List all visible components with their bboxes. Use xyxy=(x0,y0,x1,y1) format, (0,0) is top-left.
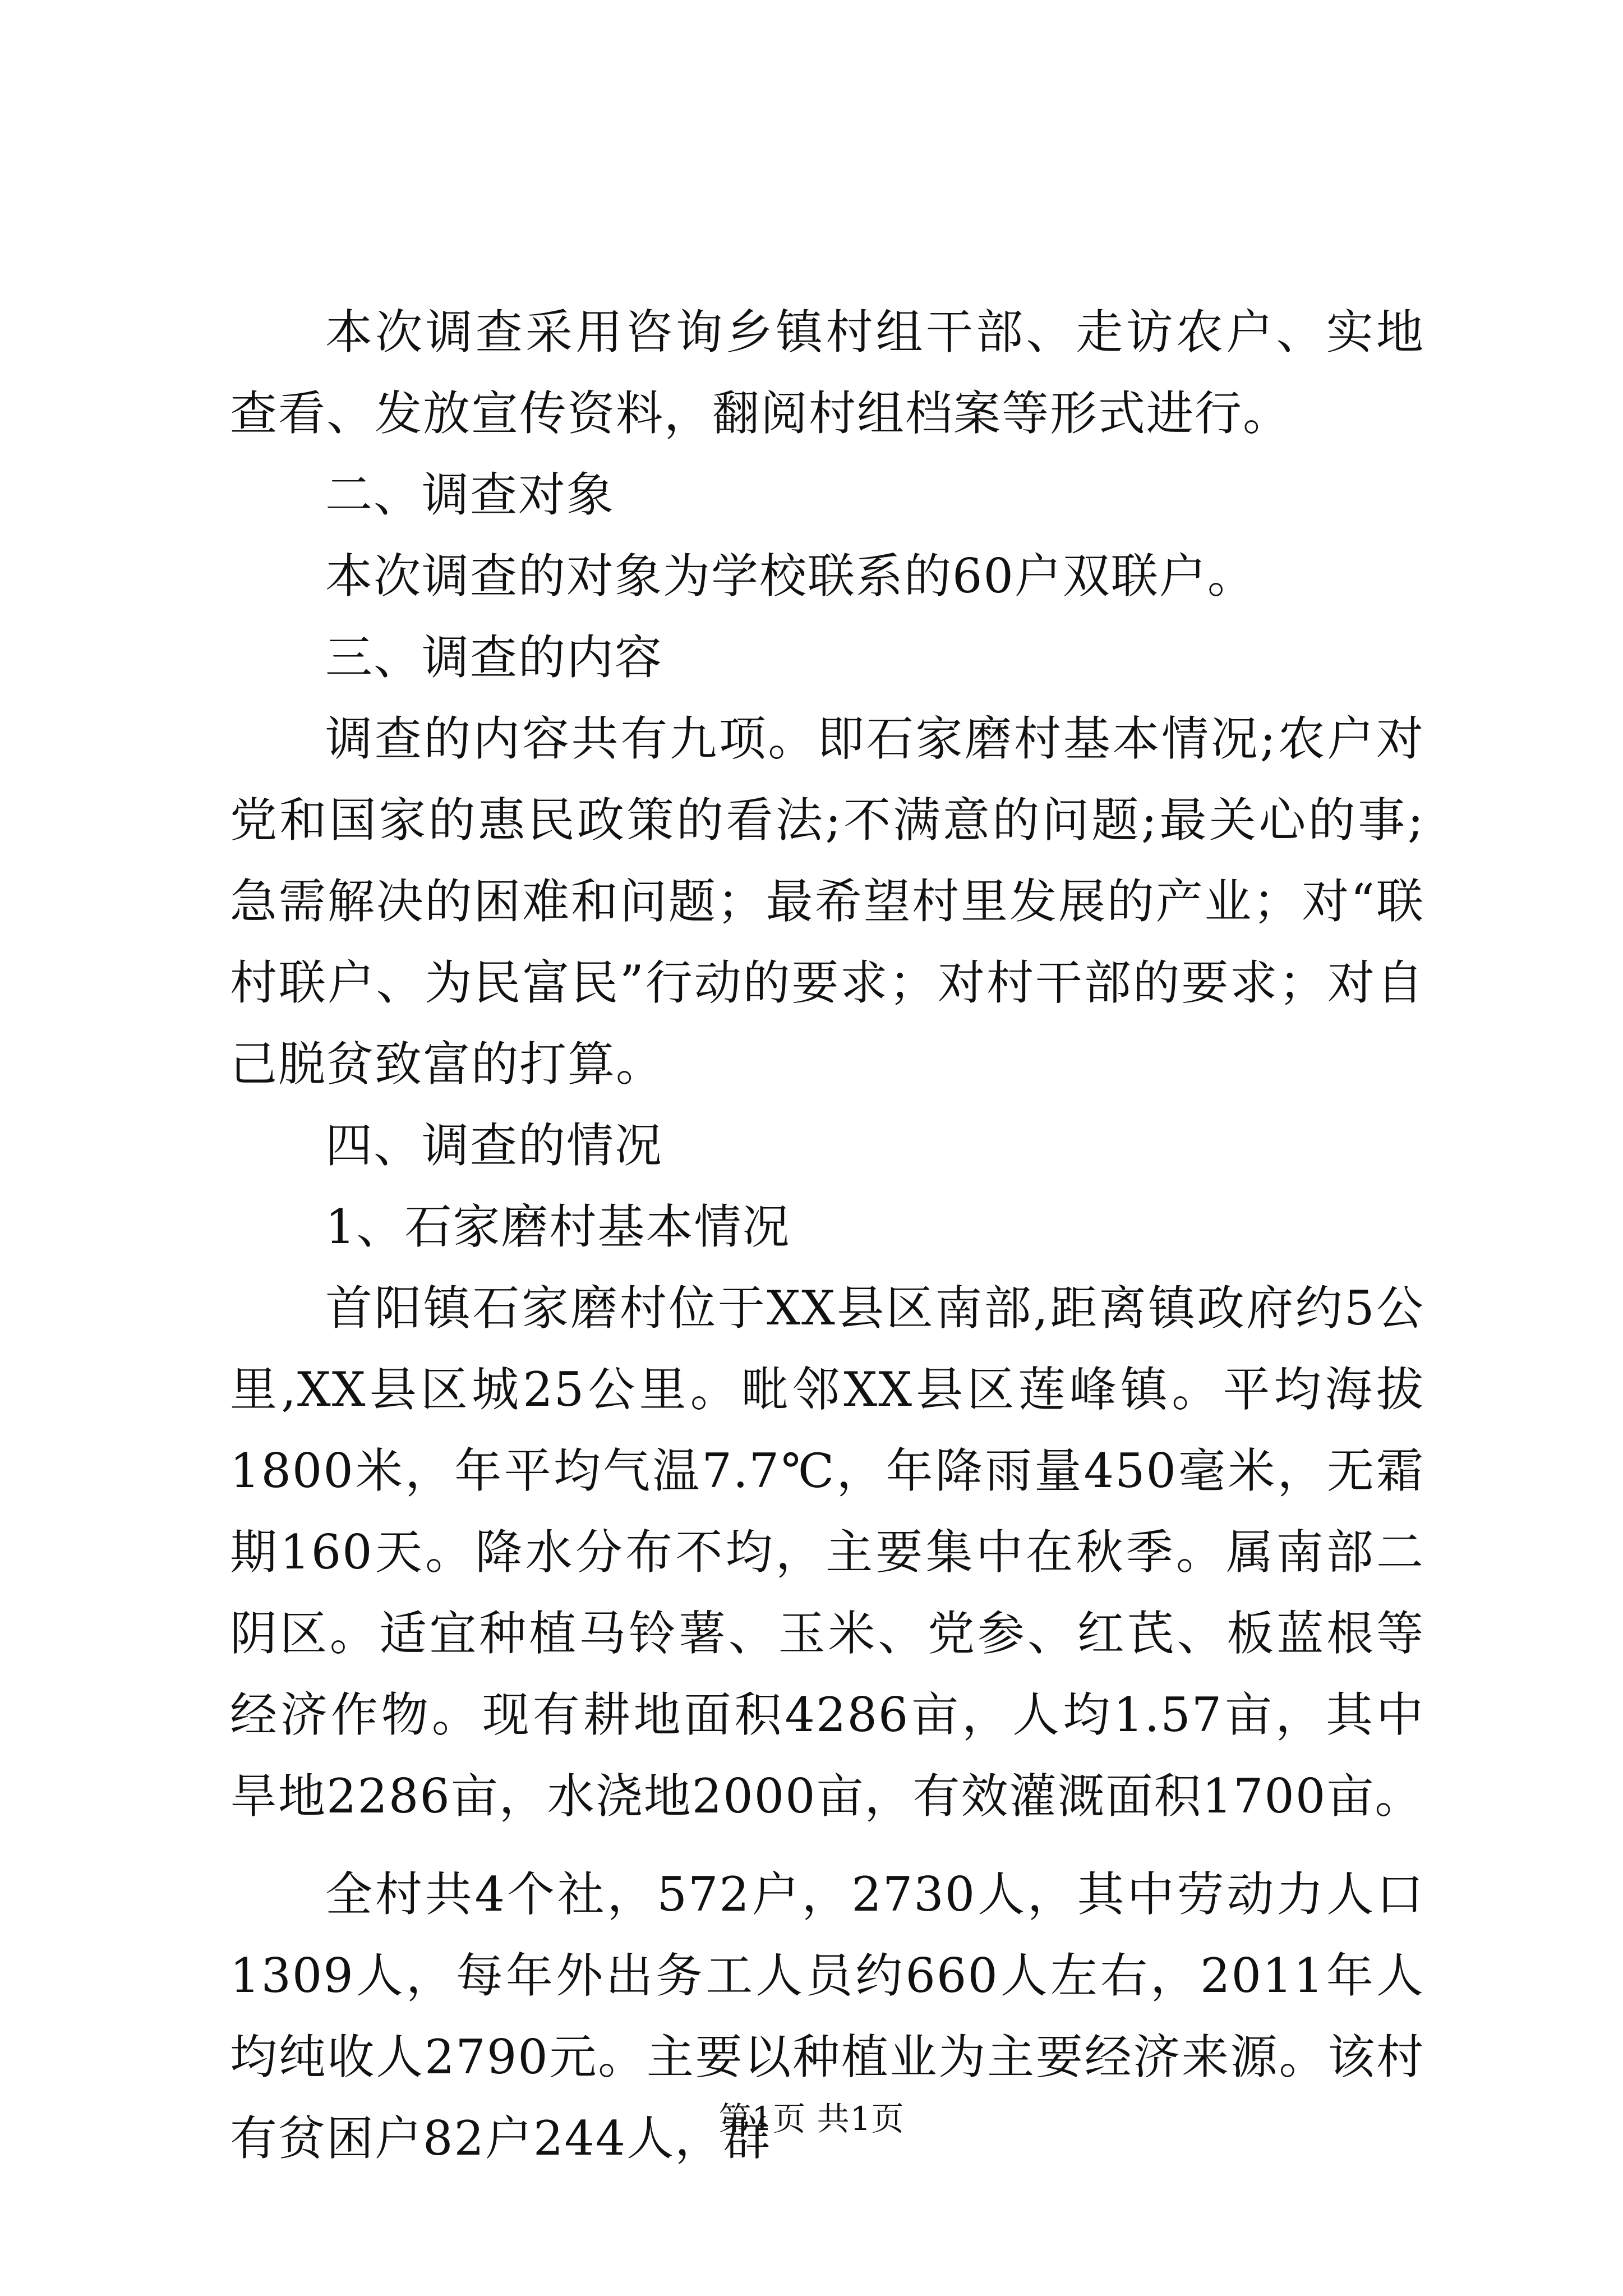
heading-survey-content: 三、调查的内容 xyxy=(325,630,663,685)
page-footer: 第1页 共1页 xyxy=(718,2100,905,2138)
document-body xyxy=(230,292,1424,2179)
heading-survey-subjects: 二、调查对象 xyxy=(325,467,615,522)
paragraph-village-overview: 首阳镇石家磨村位于XX县区南部,距离镇政府约5公里,XX县区城25公里。毗邻XX县区莲峰镇。平均海拔1800米，年平均气温7.7℃，年降雨量450毫米，无霜期160天。降水分布不均，主要集中在秋季。属南部二阴区。适宜种植马铃薯、玉米、党参、红芪、板蓝根等经济作物。现有耕地面积4286亩，人均1.57亩，其中旱地2286亩，水浇地2000亩，有效灌溉面积1700亩。 xyxy=(230,1281,1424,1824)
paragraph-survey-method: 本次调查采用咨询乡镇村组干部、走访农户、实地查看、发放宣传资料，翻阅村组档案等形式进行。 xyxy=(230,305,1424,441)
heading-survey-findings: 四、调查的情况 xyxy=(325,1118,663,1173)
paragraph-village-population: 全村共4个社，572户，2730人，其中劳动力人口1309人，每年外出务工人员约660人左右，2011年人均纯收人2790元。主要以种植业为主要经济来源。该村有贫困户82户244人，群 xyxy=(230,1867,1424,2166)
paragraph-survey-subjects: 本次调查的对象为学校联系的60户双联户。 xyxy=(325,549,1256,604)
subheading-village-overview: 1、石家磨村基本情况 xyxy=(325,1199,791,1254)
paragraph-survey-content: 调查的内容共有九项。即石家磨村基本情况;农户对党和国家的惠民政策的看法;不满意的问题;最关心的事;急需解决的困难和问题；最希望村里发展的产业；对“联村联户、为民富民”行动的要求；对村干部的要求；对自己脱贫致富的打算。 xyxy=(230,711,1424,1092)
